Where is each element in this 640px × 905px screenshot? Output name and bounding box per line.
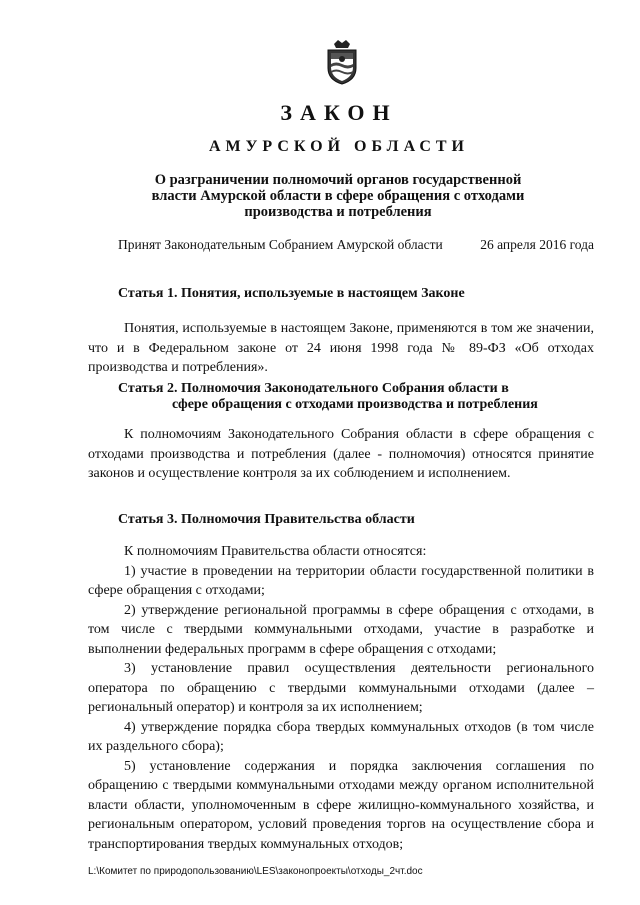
article-3-intro: К полномочиям Правительства области относятся: bbox=[124, 544, 427, 559]
document-subtitle: АМУРСКОЙ ОБЛАСТИ bbox=[209, 138, 469, 155]
subject-line: производства и потребления bbox=[244, 204, 432, 220]
law-subject bbox=[118, 172, 558, 220]
subject-line: О разграничении полномочий органов государственной bbox=[154, 172, 522, 188]
list-item: 5) установление содержания и порядка заключения соглашения по обращению с твердыми коммунальными отходами между органом исполнительной власти области, уполномоченным в сфере жилищно-коммунального хозяйства, и региональным оператором, условий проведения торгов на осуществление сбора и транспортирования твердых коммунальных отходов; bbox=[88, 758, 594, 852]
article-2-heading bbox=[118, 381, 594, 413]
list-item: 1) участие в проведении на территории области государственной политики в сфере обращения с отходами; bbox=[88, 563, 594, 598]
article-1-text: Понятия, используемые в настоящем Законе, применяются в том же значении, что и в Федеральном законе от 24 июня 1998 года № 89-ФЗ «Об отходах производства и потребления». bbox=[88, 321, 594, 375]
article-2-heading-line: Статья 2. Полномочия Законодательного Собрания области в bbox=[118, 381, 509, 396]
coat-of-arms-icon bbox=[322, 38, 362, 86]
article-2-text: К полномочиям Законодательного Собрания области в сфере обращения с отходами производства и потребления (далее - полномочия) относятся принятие законов и осуществление контроля за их соблюдением и исполнением. bbox=[88, 427, 594, 481]
file-path-footer: L:\Комитет по природопользованию\LES\законопроекты\отходы_2чт.doc bbox=[88, 866, 423, 877]
article-3-body bbox=[88, 542, 594, 854]
subject-line: власти Амурской области в сфере обращения с отходами bbox=[151, 188, 525, 204]
article-3-heading: Статья 3. Полномочия Правительства области bbox=[118, 512, 415, 527]
list-item: 2) утверждение региональной программы в сфере обращения с отходами, в том числе с твердыми коммунальными отходами, участие в разработке и выполнении федеральных программ в сфере обращения с отходами; bbox=[88, 602, 594, 657]
list-item: 4) утверждение порядка сбора твердых коммунальных отходов (в том числе их раздельного сбора); bbox=[88, 719, 594, 754]
adopted-date: 26 апреля 2016 года bbox=[480, 237, 594, 252]
adopted-by: Принят Законодательным Собранием Амурской области bbox=[118, 237, 443, 252]
document-title: ЗАКОН bbox=[280, 100, 398, 125]
list-item: 3) установление правил осуществления деятельности регионального оператора по обращению с твердыми коммунальными отходами (далее – региональный оператор) и контроля за их исполнением; bbox=[88, 661, 594, 715]
article-2-heading-line: сфере обращения с отходами производства и потребления bbox=[172, 397, 538, 412]
adoption-info bbox=[118, 237, 594, 253]
article-1-heading: Статья 1. Понятия, используемые в настоящем Законе bbox=[118, 286, 465, 301]
